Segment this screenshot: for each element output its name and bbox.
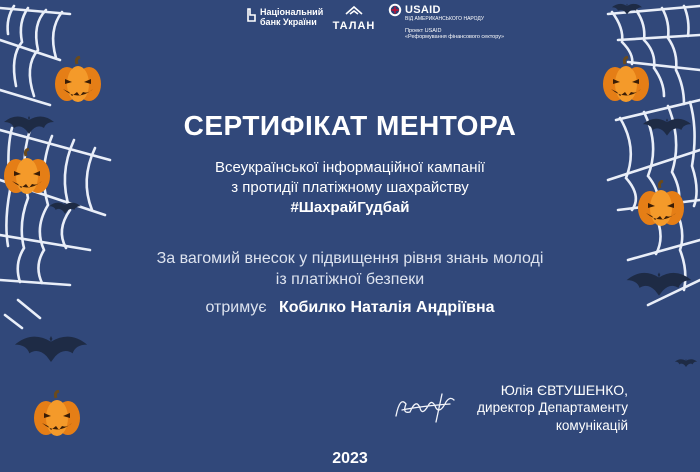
campaign-line1: Всеукраїнської інформаційної кампанії <box>215 159 485 176</box>
partner-logos <box>0 3 700 45</box>
nbu-logo-icon <box>247 8 256 22</box>
talan-logo-icon <box>343 5 365 19</box>
talan-logo <box>330 5 378 32</box>
certificate-title: СЕРТИФІКАТ МЕНТОРА <box>183 110 517 141</box>
merit-text <box>0 248 700 290</box>
merit-line2: із платіжної безпеки <box>275 271 425 288</box>
receives-label: отримує <box>205 299 267 316</box>
usaid-subtitle: ВІД АМЕРИКАНСЬКОГО НАРОДУ <box>405 16 485 22</box>
talan-wordmark: ТАЛАН <box>332 20 376 32</box>
certificate-year: 2023 <box>332 450 368 467</box>
signer-block <box>477 381 628 435</box>
pumpkin-icon <box>601 56 651 106</box>
usaid-wordmark: USAID <box>405 4 441 16</box>
usaid-project-line1: Проект USAID <box>405 28 442 34</box>
signer-role-line1: директор Департаменту <box>477 400 628 415</box>
signer-name: Юлія ЄВТУШЕНКО, <box>500 382 628 398</box>
campaign-description <box>0 158 700 218</box>
signature <box>392 386 462 426</box>
usaid-seal-icon <box>388 3 402 17</box>
bat-icon <box>674 356 698 370</box>
usaid-project-line2: «Реформування фінансового сектору» <box>405 34 505 40</box>
pumpkin-icon <box>53 56 103 106</box>
nbu-line1: Національний <box>260 7 324 17</box>
campaign-hashtag: #ШахрайГудбай <box>290 199 410 216</box>
campaign-line2: з протидії платіжному шахрайству <box>231 179 469 196</box>
usaid-logo <box>388 3 504 40</box>
nbu-line2: банк України <box>260 17 317 27</box>
recipient-line <box>0 299 700 317</box>
pumpkin-icon <box>32 390 82 440</box>
recipient-name: Кобилко Наталія Андріївна <box>279 299 495 316</box>
merit-line1: За вагомий внесок у підвищення рівня знань молоді <box>156 250 544 267</box>
signer-role-line2: комунікацій <box>555 418 628 433</box>
bat-icon <box>12 322 90 376</box>
nbu-logo <box>247 7 323 27</box>
